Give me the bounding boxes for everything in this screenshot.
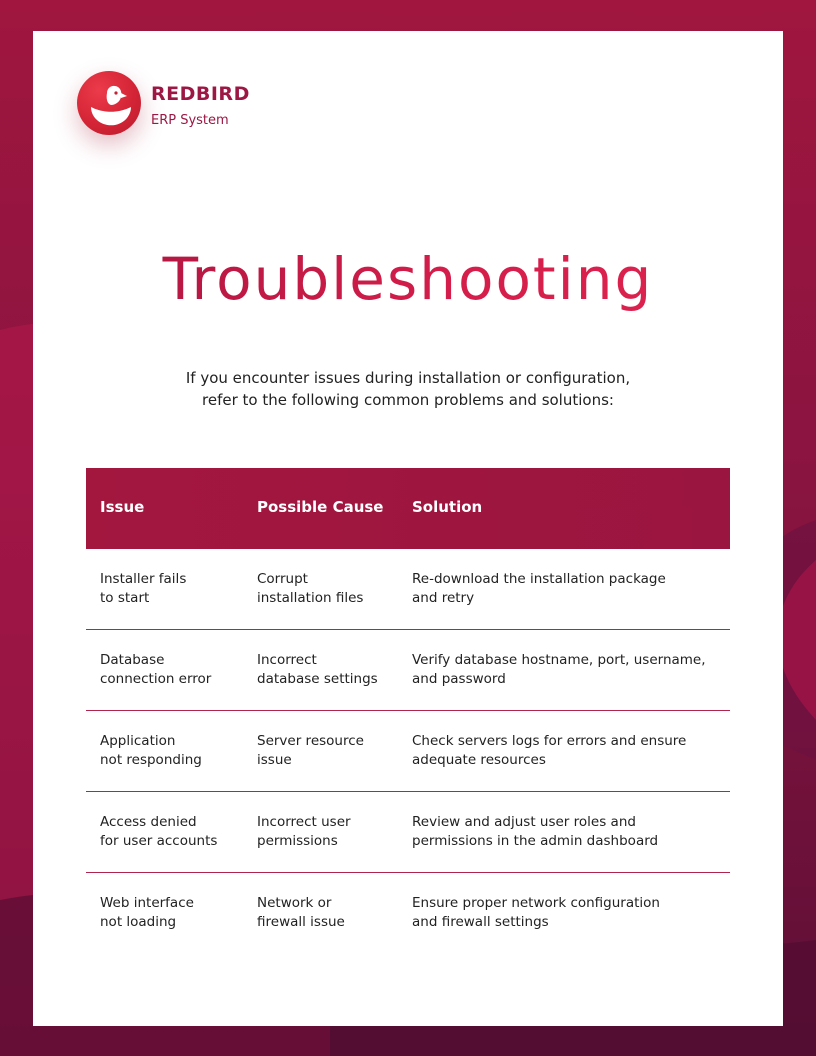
solution-text: and password bbox=[412, 671, 506, 687]
intro-line: If you encounter issues during installation or configuration, bbox=[185, 369, 631, 387]
table-header bbox=[86, 468, 730, 549]
cause-text: Corrupt bbox=[257, 571, 308, 587]
solution-text: Re-download the installation package bbox=[412, 571, 666, 587]
cause-text: firewall issue bbox=[257, 914, 345, 930]
solution-text: and retry bbox=[412, 590, 475, 606]
intro-line: refer to the following common problems and solutions: bbox=[202, 391, 614, 409]
document-page bbox=[33, 31, 783, 1026]
bird-icon bbox=[77, 71, 141, 135]
issue-text: to start bbox=[100, 590, 150, 606]
issue-text: not loading bbox=[100, 914, 177, 930]
issue-cell bbox=[100, 732, 250, 770]
cause-cell bbox=[257, 570, 407, 608]
cause-text: Server resource bbox=[257, 733, 364, 749]
issue-cell bbox=[100, 813, 250, 851]
cause-text: installation files bbox=[257, 590, 364, 606]
solution-text: Verify database hostname, port, username, bbox=[412, 652, 706, 668]
issue-cell bbox=[100, 894, 250, 932]
cause-cell bbox=[257, 651, 407, 689]
cause-cell bbox=[257, 732, 407, 770]
table-row bbox=[86, 630, 730, 711]
solution-cell bbox=[412, 732, 722, 770]
table-row bbox=[86, 873, 730, 953]
intro-paragraph bbox=[33, 367, 783, 411]
solution-text: and firewall settings bbox=[412, 914, 549, 930]
solution-text: Review and adjust user roles and bbox=[412, 814, 636, 830]
cause-text: Network or bbox=[257, 895, 332, 911]
cause-text: issue bbox=[257, 752, 292, 768]
header-solution: Solution bbox=[412, 498, 483, 516]
cause-cell bbox=[257, 894, 407, 932]
issue-text: Web interface bbox=[100, 895, 194, 911]
cause-text: database settings bbox=[257, 671, 378, 687]
issue-text: connection error bbox=[100, 671, 212, 687]
cause-text: permissions bbox=[257, 833, 338, 849]
brand-subtitle: ERP System bbox=[151, 113, 229, 128]
issue-text: Database bbox=[100, 652, 165, 668]
issue-text: not responding bbox=[100, 752, 202, 768]
issue-text: Application bbox=[100, 733, 176, 749]
solution-text: Check servers logs for errors and ensure bbox=[412, 733, 687, 749]
cause-text: Incorrect bbox=[257, 652, 317, 668]
solution-cell bbox=[412, 813, 722, 851]
solution-cell bbox=[412, 651, 722, 689]
page-title: Troubleshooting bbox=[33, 243, 783, 315]
issue-text: for user accounts bbox=[100, 833, 218, 849]
header-issue: Issue bbox=[100, 498, 145, 516]
solution-cell bbox=[412, 894, 722, 932]
solution-text: permissions in the admin dashboard bbox=[412, 833, 659, 849]
table-row bbox=[86, 792, 730, 873]
cause-text: Incorrect user bbox=[257, 814, 351, 830]
table-row bbox=[86, 711, 730, 792]
solution-text: adequate resources bbox=[412, 752, 546, 768]
brand-name: REDBIRD bbox=[151, 83, 250, 105]
troubleshooting-table bbox=[86, 468, 730, 953]
issue-text: Installer fails bbox=[100, 571, 187, 587]
issue-cell bbox=[100, 570, 250, 608]
table-row bbox=[86, 549, 730, 630]
issue-cell bbox=[100, 651, 250, 689]
header-possible-cause: Possible Cause bbox=[257, 498, 384, 516]
issue-text: Access denied bbox=[100, 814, 197, 830]
solution-text: Ensure proper network configuration bbox=[412, 895, 660, 911]
solution-cell bbox=[412, 570, 722, 608]
cause-cell bbox=[257, 813, 407, 851]
